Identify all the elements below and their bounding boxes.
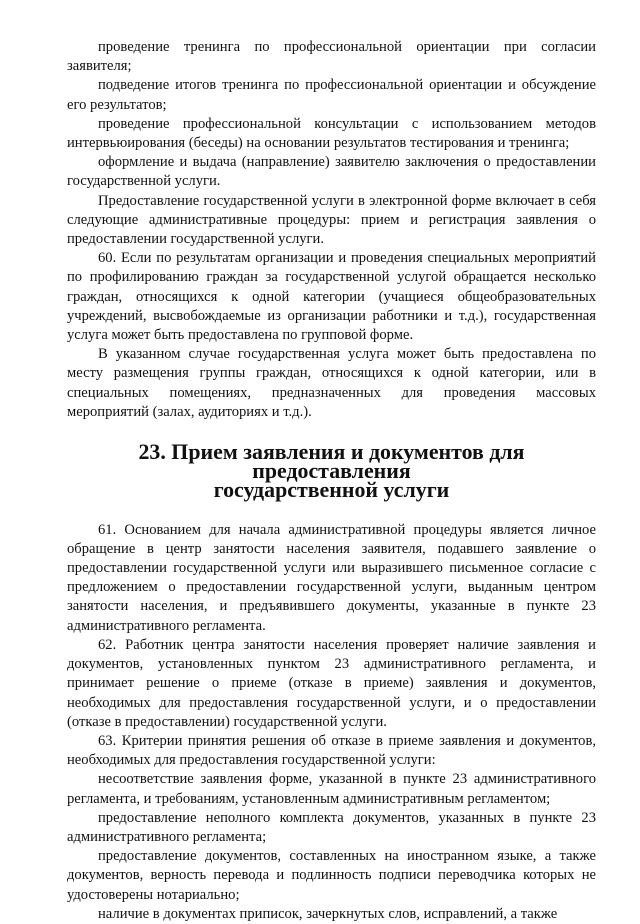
paragraph-foreign-language: предоставление документов, составленных на иностранном языке, а также документов, верность перевода и подлинность подписи переводчика которых не удостоверены нотариально; <box>67 848 596 903</box>
paragraph-training-results: подведение итогов тренинга по профессиональной ориентации и обсуждение его результатов; <box>67 77 596 113</box>
paragraph-61: 61. Основанием для начала административной процедуры является личное обращение в центр занятости населения заявителя, подавшего заявление о предоставлении государственной услуги или выразившего письменное согласие с предложением о предоставлении государственной услуги, выданным центром занятости населения, и предъявившего документы, указанные в пункте 23 административного регламента. <box>67 521 596 634</box>
section-heading <box>67 439 596 503</box>
paragraph-training-consent: проведение тренинга по профессиональной ориентации при согласии заявителя; <box>67 39 596 75</box>
section-spacer <box>67 500 596 521</box>
paragraph-63: 63. Критерии принятия решения об отказе в приеме заявления и документов, необходимых для предоставления государственной услуги: <box>67 732 596 769</box>
paragraph-electronic-form: Предоставление государственной услуги в электронной форме включает в себя следующие административные процедуры: прием и регистрация заявления о предоставлении государственной услуги. <box>67 192 596 248</box>
paragraph-60: 60. Если по результатам организации и проведения специальных мероприятий по профилированию граждан за государственной услугой обращается несколько граждан, относящихся к одной категории (учащиеся общеобразовательных учреждений, высвобождаемые из организации работники и т.д.), государственная услуга может быть предоставлена по групповой форме. <box>67 250 596 344</box>
paragraph-consultation: проведение профессиональной консультации с использованием методов интервьюирования (беседы) на основании результатов тестирования и тренинга; <box>67 115 596 152</box>
top-text-block <box>67 38 596 422</box>
bottom-text-block <box>67 521 596 924</box>
paragraph-group-location: В указанном случае государственная услуга может быть предоставлена по месту размещения группы граждан, относящихся к одной категории, или в специальных помещениях, предназначенных для проведения массовых мероприятий (залах, аудиториях и т.д.). <box>67 346 596 420</box>
paragraph-corrections: наличие в документах приписок, зачеркнутых слов, исправлений, а также <box>98 905 558 922</box>
section-heading-line1: 23. Прием заявления и документов для предоставления <box>138 439 525 484</box>
section-heading-line2: государственной услуги <box>213 477 450 503</box>
paragraph-62: 62. Работник центра занятости населения проверяет наличие заявления и документов, установленных пунктом 23 административного регламента, и принимает решение о приеме (отказе в приеме) заявления и документов, необходимых для предоставления государственной услуги, и о предоставлении (отказе в предоставлении) государственной услуги. <box>67 636 596 730</box>
paragraph-incomplete-set: предоставление неполного комплекта документов, указанных в пункте 23 административного регламента; <box>67 809 596 845</box>
paragraph-form-mismatch: несоответствие заявления форме, указанной в пункте 23 административного регламента, и требованиям, установленным административным регламентом; <box>67 771 596 807</box>
document-page <box>67 38 596 924</box>
paragraph-conclusion: оформление и выдача (направление) заявителю заключения о предоставлении государственной услуги. <box>67 154 596 190</box>
